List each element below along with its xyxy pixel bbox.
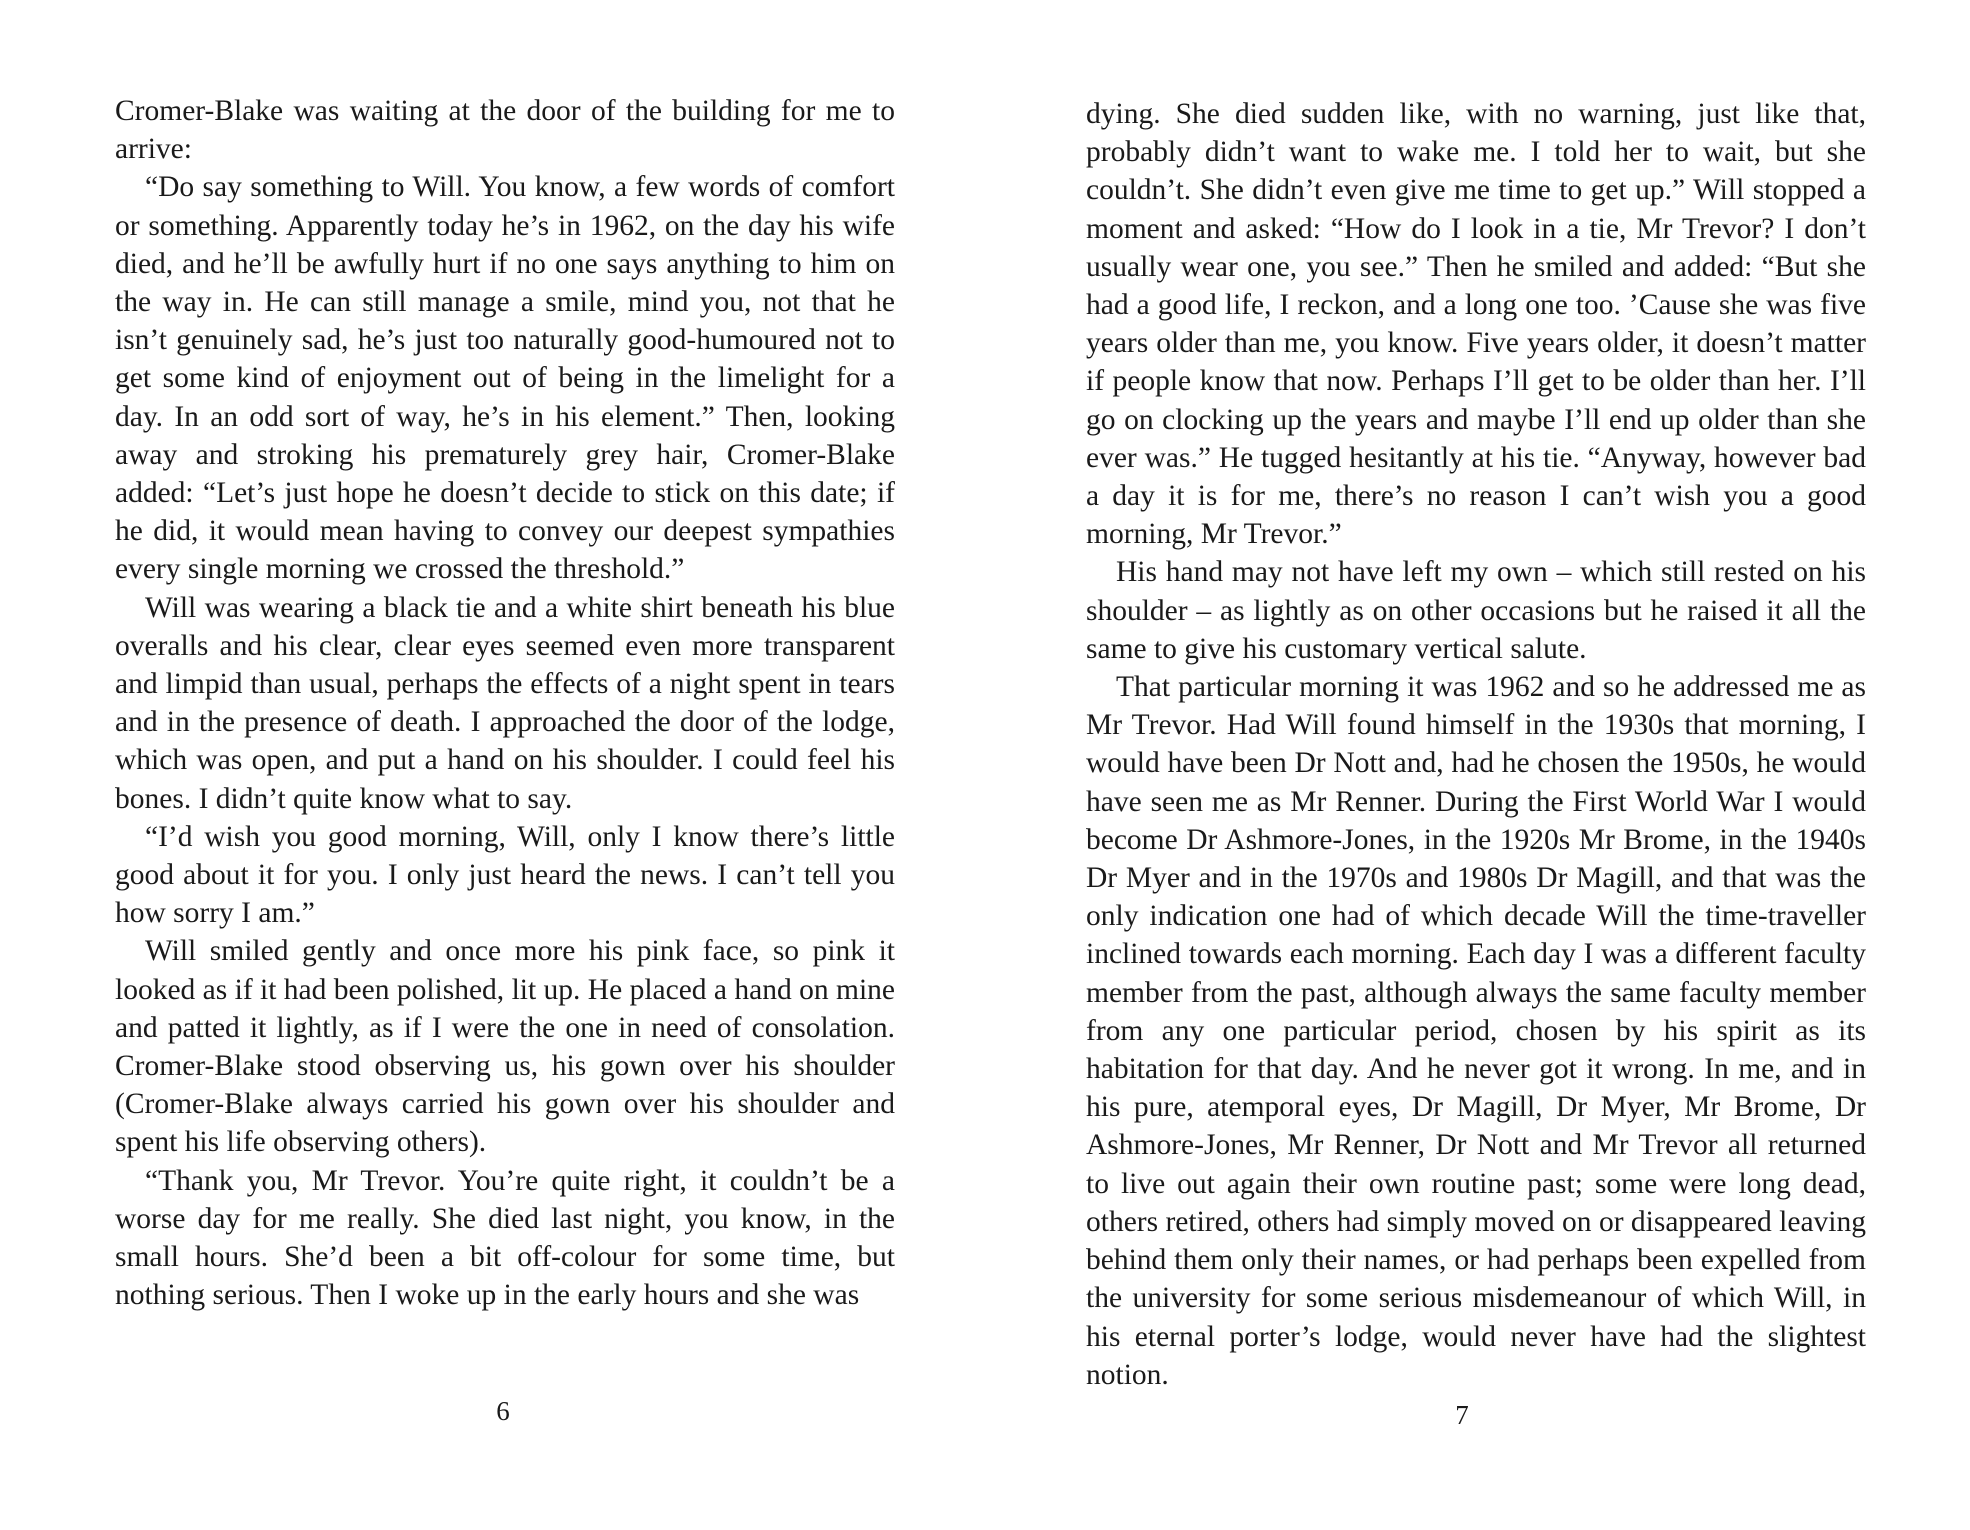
paragraph: “I’d wish you good morning, Will, only I know there’s little good about it for you. I only just heard the news. I can’t tell you how sorry I am.” — [115, 820, 895, 930]
paragraph: Cromer-Blake was waiting at the door of the building for me to arrive: — [115, 95, 895, 166]
page-number: 7 — [1455, 1400, 1469, 1430]
left-page-text — [115, 92, 895, 1315]
right-page-text — [1086, 95, 1866, 1394]
paragraph: Will smiled gently and once more his pink face, so pink it looked as if it had been polished, lit up. He placed a hand on mine and patted it lightly, as if I were the one in need of consolation. Cromer-Blake stood observing us, his gown over his shoulder (Cromer-Blake always carried his gown over his shoulder and spent his life observing others). — [115, 935, 895, 1159]
paragraph: “Do say something to Will. You know, a few words of comfort or something. Apparently today he’s in 1962, on the day his wife died, and he’ll be awfully hurt if no one says anything to him on the way in. He can still manage a smile, mind you, not that he isn’t genuinely sad, he’s just too naturally good-humoured not to get some kind of enjoyment out of being in the limelight for a day. In an odd sort of way, he’s in his element.” Then, looking away and stroking his prematurely grey hair, Cromer-Blake added: “Let’s just hope he doesn’t decide to stick on this date; if he did, it would mean having to convey our deepest sympathies every single morning we crossed the threshold.” — [115, 171, 895, 586]
paragraph: His hand may not have left my own – which still rested on his shoulder – as lightly as on other occasions but he raised it all the same to give his customary vertical salute. — [1086, 556, 1866, 665]
paragraph: Will was wearing a black tie and a white shirt beneath his blue overalls and his clear, clear eyes seemed even more transparent and limpid than usual, perhaps the effects of a night spent in tears and in the presence of death. I approached the door of the lodge, which was open, and put a hand on his shoulder. I could feel his bones. I didn’t quite know what to say. — [115, 591, 895, 815]
right-page — [985, 0, 1970, 1530]
paragraph: dying. She died sudden like, with no warning, just like that, probably didn’t want to wake me. I told her to wait, but she couldn’t. She didn’t even give me time to get up.” Will stopped a moment and asked: “How do I look in a tie, Mr Trevor? I don’t usually wear one, you see.” Then he smiled and added: “But she had a good life, I reckon, and a long one too. ’Cause she was five years older than me, you know. Five years older, it doesn’t matter if people know that now. Perhaps I’ll get to be older than her. I’ll go on clocking up the years and maybe I’ll end up older than she ever was.” He tugged hesitantly at his tie. “Anyway, however bad a day it is for me, there’s no reason I can’t wish you a good morning, Mr Trevor.” — [1086, 98, 1866, 551]
paragraph: That particular morning it was 1962 and so he addressed me as Mr Trevor. Had Will found himself in the 1930s that morning, I would have been Dr Nott and, had he chosen the 1950s, he would have seen me as Mr Renner. During the First World War I would become Dr Ashmore-Jones, in the 1920s Mr Brome, in the 1940s Dr Myer and in the 1970s and 1980s Dr Magill, and that was the only indication one had of which decade Will the time-traveller inclined towards each morning. Each day I was a different faculty member from the past, although always the same faculty member from any one particular period, chosen by his spirit as its habitation for that day. And he never got it wrong. In me, and in his pure, atemporal eyes, Dr Magill, Dr Myer, Mr Brome, Dr Ashmore-Jones, Mr Renner, Dr Nott and Mr Trevor all returned to live out again their own routine past; some were long dead, others retired, others had simply moved on or disappeared leaving behind them only their names, or had perhaps been expelled from the university for some serious misdemeanour of which Will, in his eternal porter’s lodge, would never have had the slightest notion. — [1086, 671, 1866, 1391]
page-number: 6 — [496, 1396, 510, 1426]
paragraph: “Thank you, Mr Trevor. You’re quite right, it couldn’t be a worse day for me really. She died last night, you know, in the small hours. She’d been a bit off-colour for some time, but nothing serious. Then I woke up in the early hours and she was — [115, 1164, 895, 1312]
